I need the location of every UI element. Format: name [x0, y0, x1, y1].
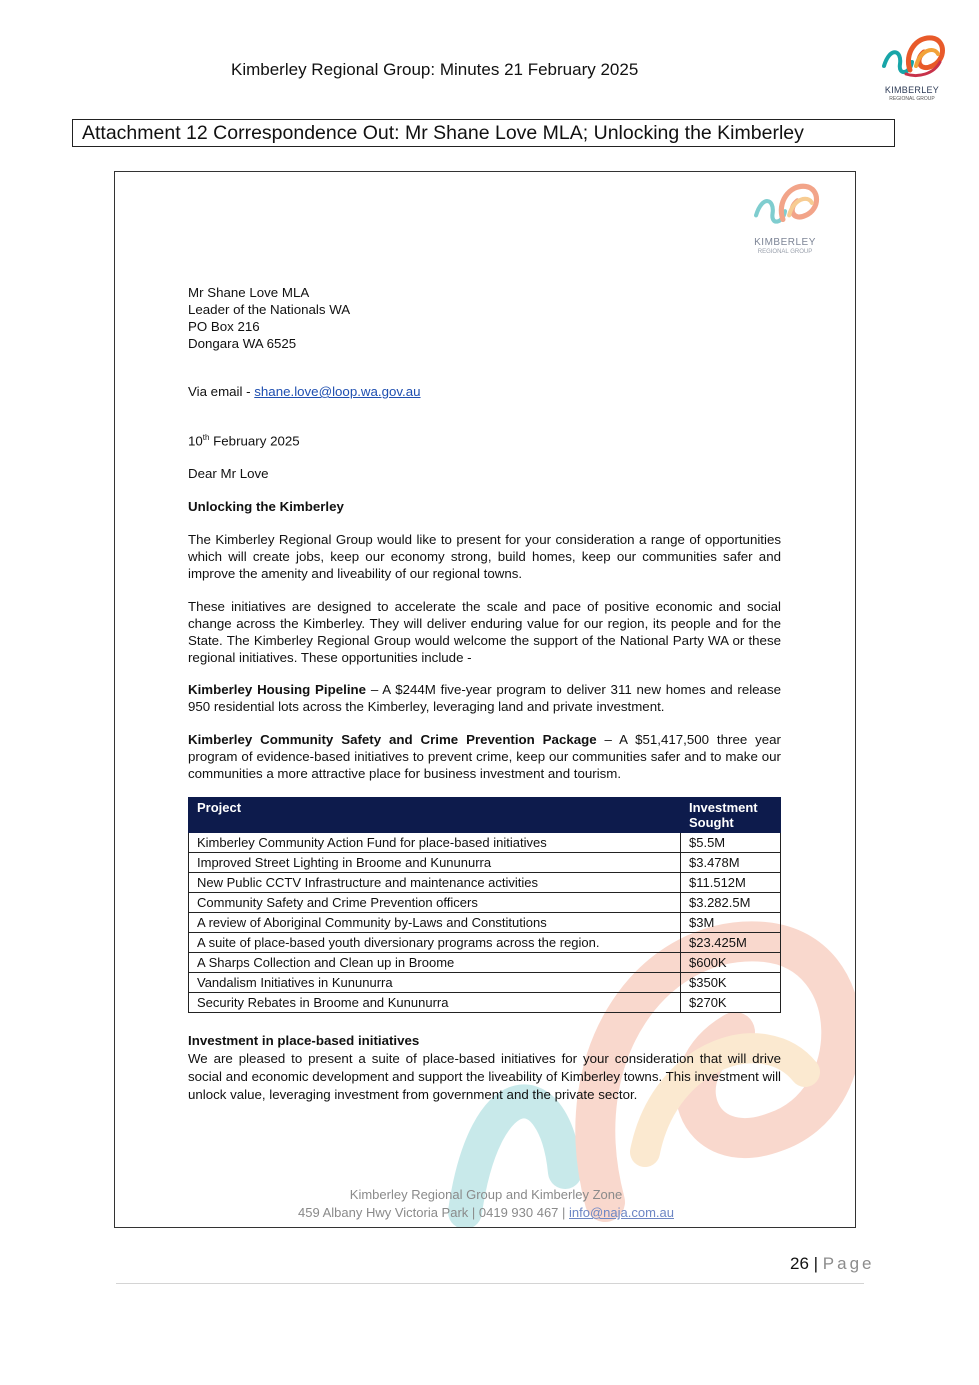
letter-logo-text: KIMBERLEY: [754, 237, 816, 248]
letter-logo-subtext: REGIONAL GROUP: [757, 249, 813, 255]
address-line: PO Box 216: [188, 319, 260, 334]
letter-body: [188, 284, 781, 1104]
project-cell: A suite of place-based youth diversionary programs across the region.: [189, 933, 681, 953]
date-day: 10: [188, 433, 203, 449]
community-safety-text: – A $51,417,500 three year program of evidence-based initiatives to prevent crime, keep our communities safer and to make our communities a more attractive place for business investment and tourism.: [188, 732, 781, 782]
project-cell: A Sharps Collection and Clean up in Broome: [189, 953, 681, 973]
via-email-line: [188, 383, 781, 400]
date-suffix: th: [202, 433, 210, 442]
letter-date: [188, 429, 781, 449]
investment-cell: $5.5M: [681, 833, 781, 853]
table-row: [189, 973, 781, 993]
letter-image: [114, 171, 856, 1228]
table-row: [189, 933, 781, 953]
project-cell: Improved Street Lighting in Broome and Kununurra: [189, 853, 681, 873]
address-line: Leader of the Nationals WA: [188, 302, 351, 317]
project-cell: Community Safety and Crime Prevention officers: [189, 893, 681, 913]
housing-pipeline-paragraph: [188, 681, 781, 715]
table-row: [189, 913, 781, 933]
paragraph-initiatives: These initiatives are designed to accelerate the scale and pace of positive economic and social change across the Kimberley. They will deliver enduring value for our region, its people and for the State. The Kimberley Regional Group would welcome the support of the National Party WA or these regional initiatives. These opportunities include -: [188, 599, 781, 666]
kimberley-logo: [876, 26, 948, 108]
page-word: Page: [822, 1254, 875, 1273]
investment-cell: $600K: [681, 953, 781, 973]
footer-divider: [116, 1283, 864, 1284]
page-number: [790, 1254, 875, 1274]
table-row: [189, 993, 781, 1013]
page-separator: |: [808, 1254, 823, 1273]
page-number-value: 26: [790, 1254, 809, 1273]
subject-heading: Unlocking the Kimberley: [188, 499, 344, 515]
investment-paragraph: We are pleased to present a suite of place-based initiatives for your consideration that will drive social and economic development and support the liveability of Kimberley towns. This investment will unlock value, leveraging investment from government and the private sector.: [188, 1051, 781, 1103]
table-row: [189, 833, 781, 853]
attachment-title: Attachment 12 Correspondence Out: Mr Shane Love MLA; Unlocking the Kimberley: [72, 119, 895, 147]
housing-pipeline-text: – A $244M five-year program to deliver 311 new homes and release 950 residential lots across the Kimberley, leveraging land and private investment.: [188, 682, 781, 715]
letter-footer-contact: [115, 1205, 856, 1220]
page-header-title: Kimberley Regional Group: Minutes 21 February 2025: [231, 60, 639, 79]
table-row: [189, 953, 781, 973]
salutation: Dear Mr Love: [188, 466, 269, 482]
table-row: [189, 873, 781, 893]
address-line: Mr Shane Love MLA: [188, 285, 310, 300]
kimberley-swirl-icon: [876, 26, 948, 86]
project-cell: Kimberley Community Action Fund for place-based initiatives: [189, 833, 681, 853]
project-cell: Security Rebates in Broome and Kununurra: [189, 993, 681, 1013]
footer-address: 459 Albany Hwy Victoria Park | 0419 930 467 |: [298, 1205, 570, 1220]
community-safety-title: Kimberley Community Safety and Crime Prevention Package: [188, 732, 597, 748]
recipient-address: [188, 284, 781, 352]
project-cell: Vandalism Initiatives in Kununurra: [189, 973, 681, 993]
logo-subtext: REGIONAL GROUP: [889, 96, 935, 102]
investment-cell: $3.478M: [681, 853, 781, 873]
housing-pipeline-title: Kimberley Housing Pipeline: [188, 682, 367, 698]
letter-footer-org: Kimberley Regional Group and Kimberley Zone: [349, 1187, 623, 1202]
project-cell: A review of Aboriginal Community by-Laws and Constitutions: [189, 913, 681, 933]
investment-cell: $350K: [681, 973, 781, 993]
project-cell: New Public CCTV Infrastructure and maintenance activities: [189, 873, 681, 893]
investment-cell: $11.512M: [681, 873, 781, 893]
date-rest: February 2025: [209, 433, 300, 449]
recipient-email-link[interactable]: shane.love@loop.wa.gov.au: [254, 384, 421, 399]
address-line: Dongara WA 6525: [188, 336, 297, 351]
table-header-row: [189, 798, 781, 833]
investment-cell: $23.425M: [681, 933, 781, 953]
logo-text: KIMBERLEY: [884, 85, 940, 95]
table-row: [189, 853, 781, 873]
letter-logo: [745, 174, 825, 262]
table-row: [189, 893, 781, 913]
investment-table: [188, 797, 781, 1013]
community-safety-paragraph: [188, 731, 781, 782]
letter-logo-swirl-icon: [745, 174, 825, 236]
investment-cell: $3.282.5M: [681, 893, 781, 913]
via-label: Via email -: [188, 384, 255, 399]
investment-cell: $3M: [681, 913, 781, 933]
footer-email-link[interactable]: info@naja.com.au: [569, 1205, 674, 1220]
paragraph-intro: The Kimberley Regional Group would like to present for your consideration a range of opportunities which will create jobs, keep our economy strong, build homes, keep our communities safer and improve the amenity and liveability of our regional towns.: [188, 532, 781, 582]
investment-cell: $270K: [681, 993, 781, 1013]
investment-heading: Investment in place-based initiatives: [188, 1033, 420, 1049]
column-header-project: Project: [189, 798, 681, 833]
column-header-investment: Investment Sought: [681, 798, 781, 833]
